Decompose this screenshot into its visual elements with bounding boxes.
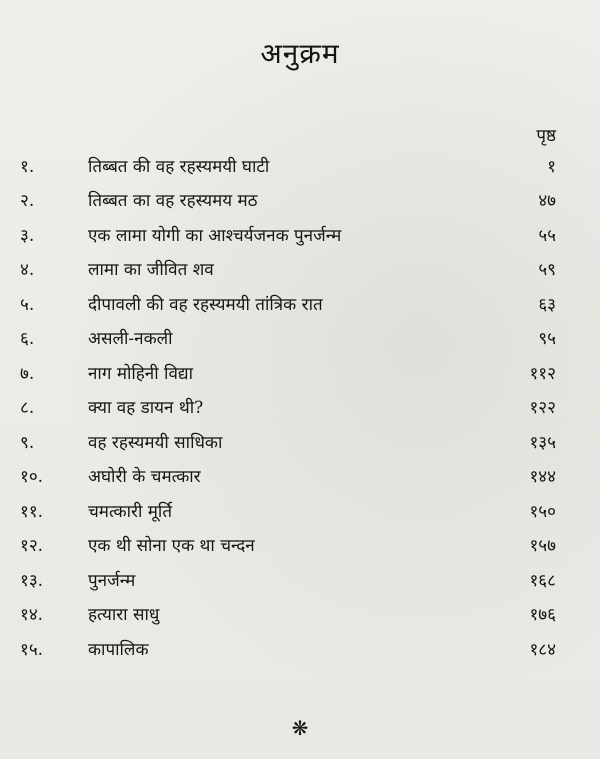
entry-page: ५९ xyxy=(538,260,556,281)
entry-number: १२. xyxy=(20,536,44,557)
entry-number: ९. xyxy=(20,432,35,453)
entry-title: तिब्बत का वह रहस्यमय मठ xyxy=(88,191,258,212)
entry-title: चमत्कारी मूर्ति xyxy=(88,501,173,522)
toc-entry xyxy=(10,597,556,632)
entry-title: लामा का जीवित शव xyxy=(88,260,214,281)
entry-page: १५७ xyxy=(529,536,556,557)
entry-title: हत्यारा साधु xyxy=(88,605,160,626)
entry-title: पुनर्जन्म xyxy=(88,570,136,591)
entry-page: १ xyxy=(547,156,556,177)
entry-title: तिब्बत की वह रहस्यमयी घाटी xyxy=(88,156,270,177)
entry-page: १२२ xyxy=(529,398,556,419)
entry-title: अघोरी के चमत्कार xyxy=(88,467,201,488)
toc-entry xyxy=(10,562,556,597)
ornament-icon: ❋ xyxy=(291,716,309,740)
entry-page: ६३ xyxy=(538,294,556,315)
entry-number: १५. xyxy=(20,639,44,660)
entry-page: १३५ xyxy=(529,432,556,453)
toc-entry xyxy=(10,148,556,183)
entry-title: वह रहस्यमयी साधिका xyxy=(88,432,223,453)
entry-number: ७. xyxy=(20,363,35,384)
toc-entry xyxy=(10,252,556,287)
entry-number: १४. xyxy=(20,605,44,626)
entry-number: ८. xyxy=(20,398,35,419)
entry-number: १. xyxy=(20,156,35,177)
entry-number: ५. xyxy=(20,294,35,315)
entry-title: नाग मोहिनी विद्या xyxy=(88,363,194,384)
toc-entry xyxy=(10,459,556,494)
entry-page: १८४ xyxy=(529,639,556,660)
entry-title: एक लामा योगी का आश्चर्यजनक पुनर्जन्म xyxy=(88,225,342,246)
toc-entry xyxy=(10,321,556,356)
entry-page: १७६ xyxy=(529,605,556,626)
entry-page: ११२ xyxy=(529,363,556,384)
entry-number: ११. xyxy=(20,501,44,522)
entry-number: १०. xyxy=(20,467,44,488)
entry-number: १३. xyxy=(20,570,44,591)
entry-title: क्या वह डायन थी? xyxy=(88,398,204,419)
entry-number: ६. xyxy=(20,329,35,350)
toc-entry xyxy=(10,493,556,528)
entry-title: एक थी सोना एक था चन्दन xyxy=(88,536,255,557)
entry-page: ५५ xyxy=(538,225,556,246)
entry-page: १४४ xyxy=(529,467,556,488)
toc-entry xyxy=(10,424,556,459)
entry-number: ३. xyxy=(20,225,35,246)
entry-page: ९५ xyxy=(538,329,556,350)
toc-entry xyxy=(10,355,556,390)
entry-page: ४७ xyxy=(538,191,556,212)
toc-entry xyxy=(10,217,556,252)
page-title: अनुक्रम xyxy=(260,37,340,70)
entry-page: १५० xyxy=(529,501,556,522)
entry-title: असली-नकली xyxy=(88,329,173,350)
entry-number: २. xyxy=(20,191,35,212)
page-column-header: पृष्ठ xyxy=(536,126,556,146)
toc-entry xyxy=(10,528,556,563)
toc-entry xyxy=(10,183,556,218)
entry-title: कापालिक xyxy=(88,639,149,660)
entry-title: दीपावली की वह रहस्यमयी तांत्रिक रात xyxy=(88,294,323,315)
toc-entry xyxy=(10,286,556,321)
entry-number: ४. xyxy=(20,260,35,281)
toc-entry xyxy=(10,631,556,666)
table-of-contents xyxy=(10,148,556,666)
toc-entry xyxy=(10,390,556,425)
entry-page: १६८ xyxy=(529,570,556,591)
